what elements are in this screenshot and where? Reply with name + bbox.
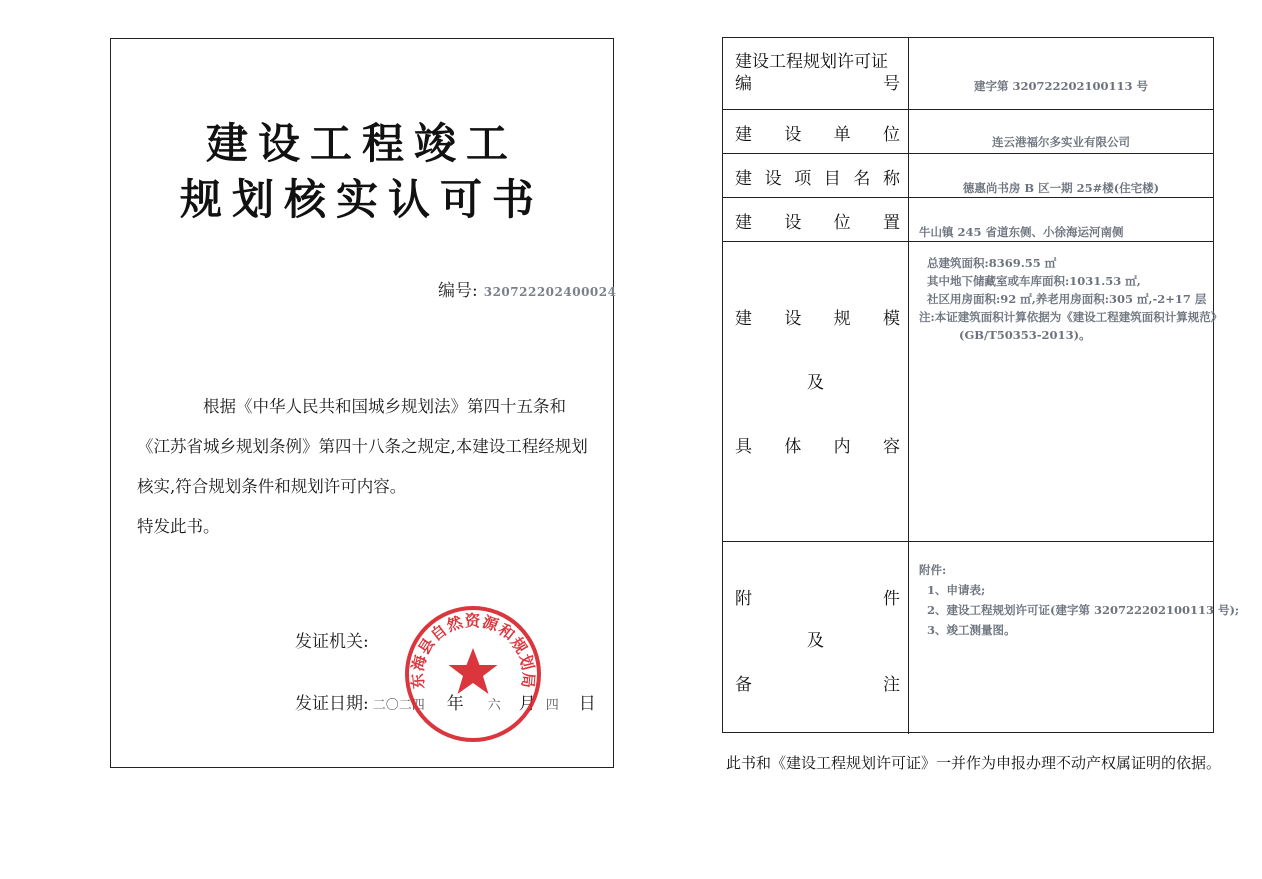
project-value: 德惠尚书房 B 区一期 25#楼(住宅楼) bbox=[962, 181, 1160, 195]
attach-label-jian: 件 bbox=[883, 589, 900, 609]
scale-label-line1 bbox=[735, 304, 900, 329]
location-value: 牛山镇 245 省道东侧、小徐海运河南侧 bbox=[919, 225, 1124, 239]
permit-label-line2 bbox=[735, 69, 900, 94]
footer-note: 此书和《建设工程规划许可证》一并作为申报办理不动产权属证明的依据。 bbox=[726, 754, 1222, 772]
seal-text: 东海县自然资源和规划局 bbox=[408, 612, 538, 690]
value-line: 其中地下储藏室或车库面积:1031.53 ㎡, bbox=[919, 274, 1141, 288]
permit-label-bian: 编 bbox=[735, 74, 752, 94]
table-row-location bbox=[723, 198, 1213, 242]
official-seal-icon bbox=[403, 604, 543, 744]
label-char: 置 bbox=[882, 213, 900, 233]
label-char: 设 bbox=[784, 213, 802, 233]
scale-label bbox=[723, 242, 909, 541]
value-line: 3、竣工测量图。 bbox=[919, 623, 1016, 637]
label-char: 建 bbox=[735, 169, 752, 189]
issue-year-value: 二〇二四 bbox=[372, 698, 425, 713]
attach-label-line1 bbox=[735, 584, 900, 609]
value-line: 2、建设工程规划许可证(建字第 320722202100113 号); bbox=[919, 603, 1240, 617]
value-line: 附件: bbox=[919, 563, 947, 577]
table-row-attachments bbox=[723, 542, 1240, 734]
value-line: 社区用房面积:92 ㎡,养老用房面积:305 ㎡,-2+17 层 bbox=[919, 292, 1207, 306]
project-value-cell bbox=[909, 154, 1213, 197]
value-line: 1、申请表; bbox=[919, 583, 986, 597]
value-line: 总建筑面积:8369.55 ㎡ bbox=[919, 256, 1057, 270]
certificate-paragraph: 根据《中华人民共和国城乡规划法》第四十五条和《江苏省城乡规划条例》第四十八条之规定,本建设工程经规划核实,符合规划条件和规划许可内容。 bbox=[137, 397, 588, 496]
issuer-label: 发证机关: bbox=[295, 632, 369, 652]
permit-label bbox=[723, 38, 909, 109]
scale-label-line3 bbox=[735, 432, 900, 457]
issue-month-value: 六 bbox=[487, 698, 501, 713]
scale-label-line2: 及 bbox=[807, 373, 824, 393]
certificate-body bbox=[137, 387, 591, 547]
attach-label-line2: 及 bbox=[807, 631, 824, 651]
label-char: 位 bbox=[833, 213, 851, 233]
table-row-unit bbox=[723, 110, 1213, 154]
serial-label: 编号: bbox=[438, 281, 478, 301]
label-char: 建 bbox=[735, 309, 752, 329]
label-char: 称 bbox=[882, 169, 900, 189]
permit-value: 建字第 320722202100113 号 bbox=[973, 79, 1149, 93]
issue-day-char: 日 bbox=[578, 694, 596, 714]
unit-value-cell bbox=[909, 110, 1213, 153]
scale-lines bbox=[919, 254, 1223, 344]
issue-date-label: 发证日期: bbox=[295, 694, 369, 714]
issue-month-char: 月 bbox=[518, 694, 536, 714]
certificate-title-line1: 建设工程竣工 bbox=[205, 119, 518, 168]
attach-label-bei: 备 bbox=[735, 675, 752, 695]
issue-day-value: 四 bbox=[545, 698, 559, 713]
label-char: 设 bbox=[784, 125, 802, 145]
location-value-cell bbox=[909, 198, 1213, 241]
table-row-scale bbox=[723, 242, 1223, 542]
unit-value: 连云港福尔多实业有限公司 bbox=[992, 135, 1130, 149]
location-label bbox=[723, 198, 909, 241]
serial-number bbox=[438, 276, 616, 301]
scale-value-cell bbox=[909, 242, 1223, 541]
certificate-title-line2: 规划核实认可书 bbox=[179, 175, 544, 224]
label-char: 具 bbox=[735, 437, 752, 457]
label-char: 容 bbox=[882, 437, 900, 457]
label-char: 目 bbox=[823, 169, 841, 189]
label-char: 设 bbox=[784, 309, 802, 329]
certificate-notice: 特发此书。 bbox=[137, 517, 220, 536]
label-char: 内 bbox=[833, 437, 851, 457]
location-label-chars bbox=[735, 208, 900, 233]
value-line: 注:本证建筑面积计算依据为《建设工程建筑面积计算规范》 bbox=[919, 310, 1223, 324]
label-char: 设 bbox=[764, 169, 782, 189]
label-char: 单 bbox=[833, 125, 851, 145]
issue-year-char: 年 bbox=[446, 694, 464, 714]
attach-label-fu: 附 bbox=[735, 589, 752, 609]
label-char: 建 bbox=[735, 125, 752, 145]
permit-label-hao: 号 bbox=[883, 74, 900, 94]
certificate-page bbox=[110, 38, 617, 768]
table-row-permit bbox=[723, 38, 1213, 110]
unit-label-chars bbox=[735, 120, 900, 145]
unit-label bbox=[723, 110, 909, 153]
value-line: (GB/T50353-2013)。 bbox=[919, 328, 1091, 342]
attach-lines bbox=[919, 560, 1240, 640]
attach-label-zhu: 注 bbox=[883, 675, 900, 695]
label-char: 建 bbox=[735, 213, 752, 233]
permit-table bbox=[722, 37, 1240, 733]
permit-value-cell bbox=[909, 38, 1213, 109]
attach-label bbox=[723, 542, 909, 734]
label-char: 模 bbox=[882, 309, 900, 329]
label-char: 体 bbox=[784, 437, 802, 457]
project-label bbox=[723, 154, 909, 197]
project-label-chars bbox=[735, 164, 900, 189]
attach-label-line3 bbox=[735, 670, 900, 695]
attach-value-cell bbox=[909, 542, 1240, 734]
label-char: 位 bbox=[882, 125, 900, 145]
label-char: 名 bbox=[853, 169, 871, 189]
label-char: 规 bbox=[833, 309, 851, 329]
permit-label-line1: 建设工程规划许可证 bbox=[735, 52, 888, 72]
table-row-project bbox=[723, 154, 1213, 198]
label-char: 项 bbox=[794, 169, 812, 189]
serial-value: 320722202400024 bbox=[483, 285, 617, 299]
